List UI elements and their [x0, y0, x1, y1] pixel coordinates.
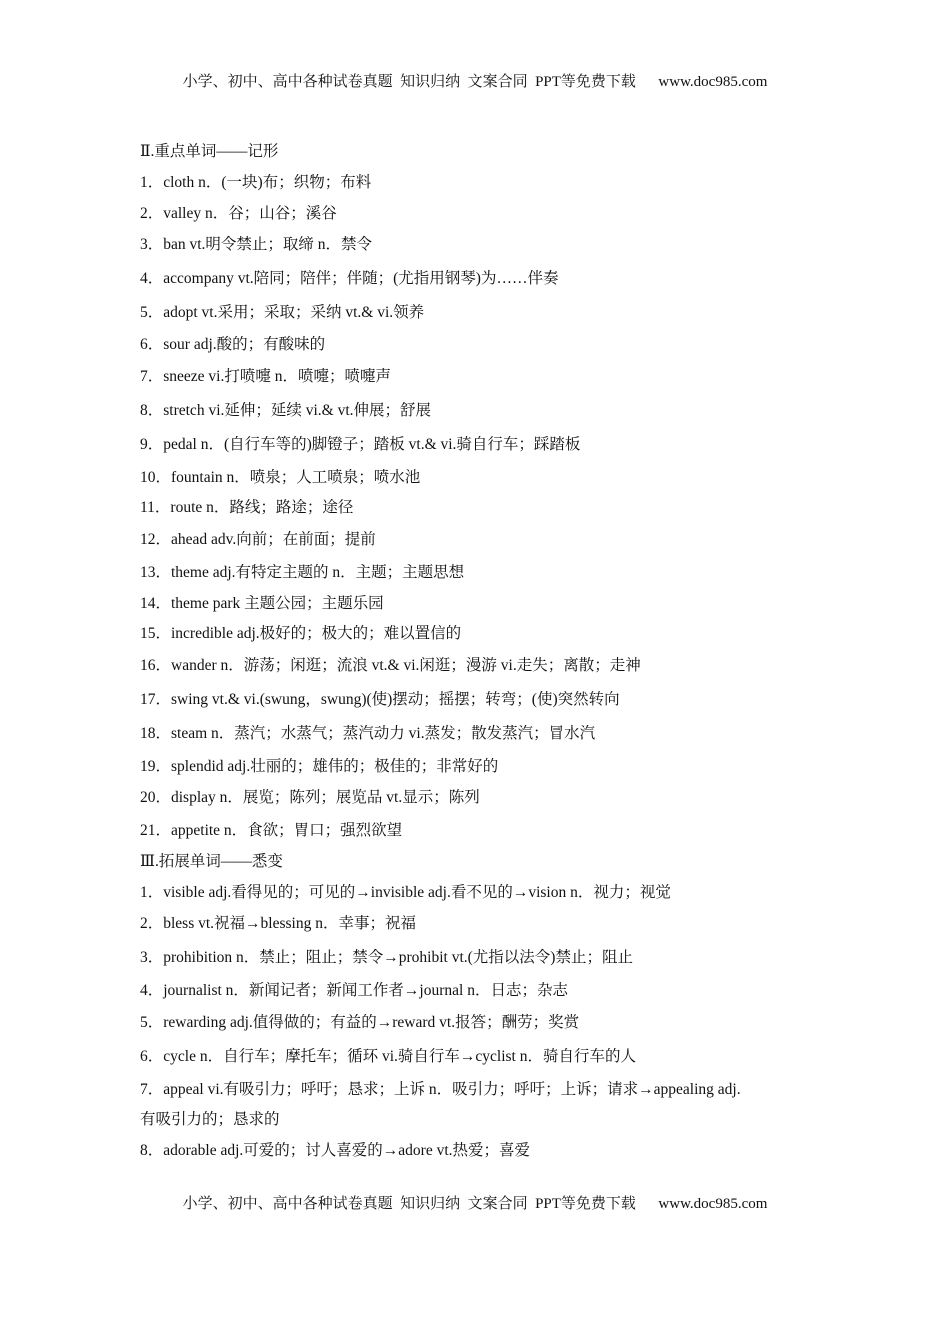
- vocab-item: 1．visible adj.看得见的；可见的→invisible adj.看不见的→vision n．视力；视觉: [140, 884, 671, 901]
- vocab-item: 13．theme adj.有特定主题的 n．主题；主题思想: [140, 564, 465, 581]
- vocab-item: 7．sneeze vi.打喷嚏 n．喷嚏；喷嚏声: [140, 368, 391, 385]
- vocab-item: 1．cloth n．(一块)布；织物；布料: [140, 174, 372, 191]
- vocab-item: 2．bless vt.祝福→blessing n．幸事；祝福: [140, 915, 416, 932]
- vocab-item: 5．adopt vt.采用；采取；采纳 vt.& vi.领养: [140, 304, 425, 321]
- vocab-item: 有吸引力的；恳求的: [140, 1111, 280, 1128]
- vocab-item: 4．accompany vt.陪同；陪伴；伴随；(尤指用钢琴)为……伴奏: [140, 270, 559, 287]
- vocab-item: 2．valley n．谷；山谷；溪谷: [140, 205, 337, 222]
- vocab-item: 6．sour adj.酸的；有酸味的: [140, 336, 326, 353]
- vocab-item: 18．steam n．蒸汽；水蒸气；蒸汽动力 vi.蒸发；散发蒸汽；冒水汽: [140, 725, 596, 742]
- vocab-item: 16．wander n．游荡；闲逛；流浪 vt.& vi.闲逛；漫游 vi.走失；离散；走神: [140, 657, 641, 674]
- vocab-item: 9．pedal n．(自行车等的)脚镫子；踏板 vt.& vi.骑自行车；踩踏板: [140, 436, 581, 453]
- vocab-item: 20．display n．展览；陈列；展览品 vt.显示；陈列: [140, 789, 480, 806]
- vocab-item: 7．appeal vi.有吸引力；呼吁；恳求；上诉 n．吸引力；呼吁；上诉；请求→appealing adj.: [140, 1081, 741, 1098]
- vocab-item: 8．stretch vi.延伸；延续 vi.& vt.伸展；舒展: [140, 402, 432, 419]
- section-heading: Ⅲ.拓展单词——悉变: [140, 853, 283, 870]
- vocab-item: 14．theme park 主题公园；主题乐园: [140, 595, 384, 612]
- vocab-item: 17．swing vt.& vi.(swung，swung)(使)摆动；摇摆；转弯；(使)突然转向: [140, 691, 620, 708]
- vocab-item: 19．splendid adj.壮丽的；雄伟的；极佳的；非常好的: [140, 758, 499, 775]
- vocab-item: 6．cycle n．自行车；摩托车；循环 vi.骑自行车→cyclist n．骑自行车的人: [140, 1048, 636, 1065]
- vocab-item: 3．prohibition n．禁止；阻止；禁令→prohibit vt.(尤指以法令)禁止；阻止: [140, 949, 633, 966]
- vocab-item: 5．rewarding adj.值得做的；有益的→reward vt.报答；酬劳；奖赏: [140, 1014, 580, 1031]
- vocab-item: 11．route n．路线；路途；途径: [140, 499, 354, 516]
- page-footer: 小学、初中、高中各种试卷真题 知识归纳 文案合同 PPT等免费下载 www.doc985.com: [182, 1196, 768, 1212]
- vocab-item: 10．fountain n．喷泉；人工喷泉；喷水池: [140, 469, 421, 486]
- vocab-item: 15．incredible adj.极好的；极大的；难以置信的: [140, 625, 462, 642]
- vocab-item: 4．journalist n．新闻记者；新闻工作者→journal n．日志；杂志: [140, 982, 568, 999]
- vocab-item: 8．adorable adj.可爱的；讨人喜爱的→adore vt.热爱；喜爱: [140, 1142, 531, 1159]
- vocab-item: 21．appetite n．食欲；胃口；强烈欲望: [140, 822, 403, 839]
- vocab-item: 12．ahead adv.向前；在前面；提前: [140, 531, 376, 548]
- section-heading: Ⅱ.重点单词——记形: [140, 143, 279, 160]
- page-header: 小学、初中、高中各种试卷真题 知识归纳 文案合同 PPT等免费下载 www.doc985.com: [182, 74, 768, 90]
- vocab-item: 3．ban vt.明令禁止；取缔 n．禁令: [140, 236, 373, 253]
